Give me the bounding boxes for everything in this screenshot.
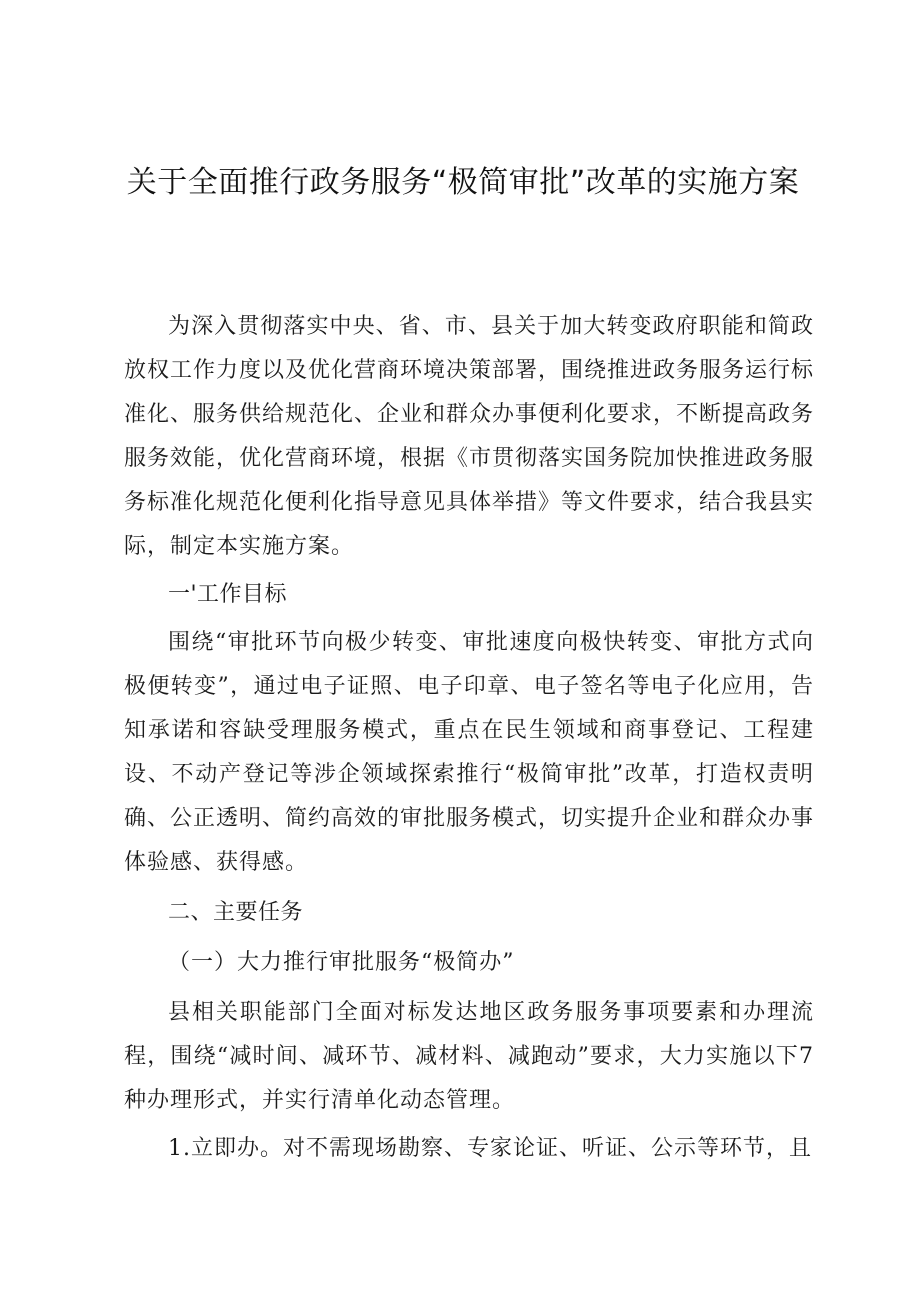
section-heading-goals: 一'工作目标	[168, 582, 288, 607]
goals-paragraph: 围绕“审批环节向极少转变、审批速度向极快转变、审批方式向极便转变”，通过电子证照、电子印章、电子签名等电子化应用，告知承诺和容缺受理服务模式，重点在民生领域和商事登记、工程建设、不动产登记等涉企领域探索推行“极简审批”改革，打造权责明确、公正透明、简约高效的审批服务模式，切实提升企业和群众办事体验感、获得感。	[124, 630, 815, 875]
document-body	[124, 305, 814, 1171]
intro-paragraph: 为深入贯彻落实中央、省、市、县关于加大转变政府职能和简政放权工作力度以及优化营商环境决策部署，围绕推进政务服务运行标准化、服务供给规范化、企业和群众办事便利化要求，不断提高政务服务效能，优化营商环境，根据《市贯彻落实国务院加快推进政务服务标准化规范化便利化指导意见具体举措》等文件要求，结合我县实际，制定本实施方案。	[124, 314, 815, 559]
subsection-heading: （一）大力推行审批服务“极简办”	[168, 950, 515, 975]
document-title: 关于全面推行政务服务“极简审批”改革的实施方案	[126, 165, 800, 200]
section-heading-tasks: 二、主要任务	[168, 900, 304, 925]
tasks-paragraph: 县相关职能部门全面对标发达地区政务服务事项要素和办理流程，围绕“减时间、减环节、减材料、减跑动”要求，大力实施以下7种办理形式，并实行清单化动态管理。	[124, 1000, 814, 1113]
item-1-paragraph: 1.立即办。对不需现场勘察、专家论证、听证、公示等环节，且	[168, 1136, 812, 1161]
